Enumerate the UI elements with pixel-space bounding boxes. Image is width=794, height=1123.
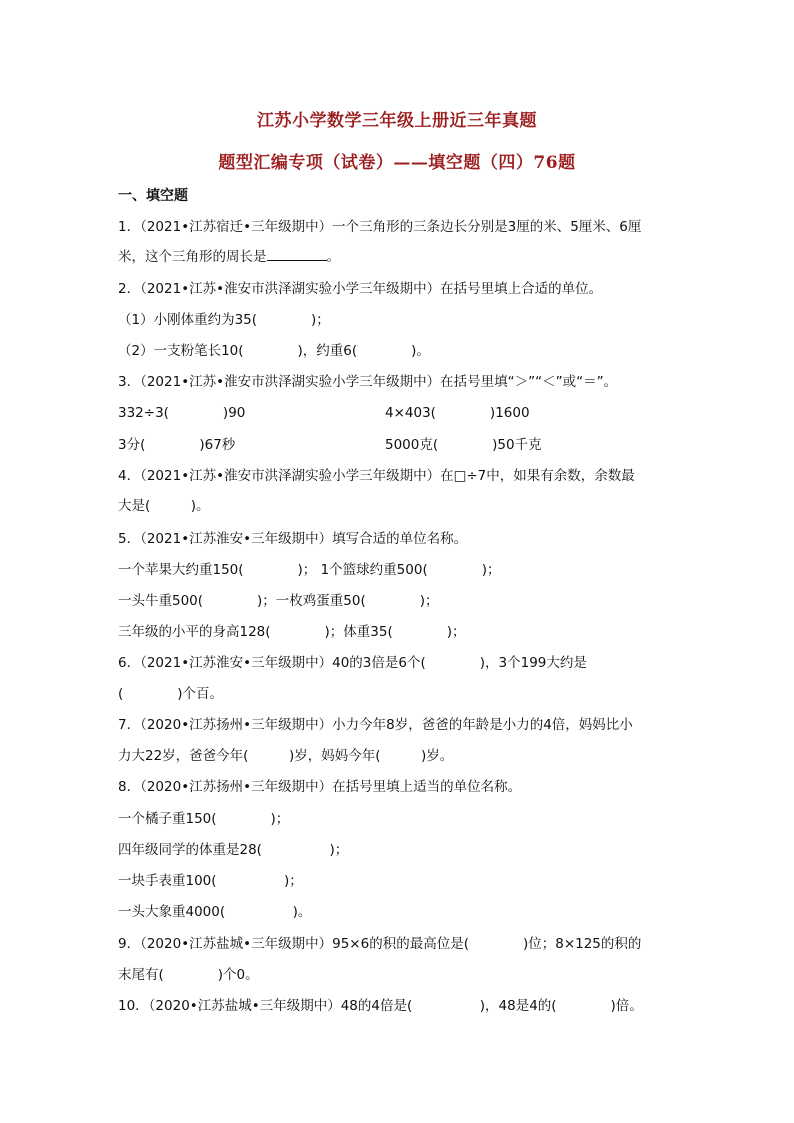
question-9-line-1: 9．（2020•江苏盐城•三年级期中）95×6的积的最高位是( )位；8×125的积的 xyxy=(118,936,642,952)
question-1-line-2 xyxy=(118,248,340,266)
question-5-line-3: 三年级的小平的身高128( )；体重35( )； xyxy=(118,624,466,640)
question-3-item-d: 5000克( )50千克 xyxy=(385,437,542,453)
question-4-line-1: 4．（2021•江苏•淮安市洪泽湖实验小学三年级期中）在□÷7中，如果有余数，余数最 xyxy=(118,468,635,484)
question-9-line-2: 末尾有( )个0。 xyxy=(118,967,259,983)
question-8-line-2: 四年级同学的体重是28( )； xyxy=(118,842,349,858)
section-heading: 一、填空题 xyxy=(118,188,188,204)
question-5-line-1: 一个苹果大约重150( )； 1个篮球约重500( )； xyxy=(118,562,501,578)
question-5-line-2: 一头牛重500( )；一枚鸡蛋重50( )； xyxy=(118,593,439,609)
question-8-line-1: 一个橘子重150( )； xyxy=(118,811,290,827)
question-7-line-1: 7．（2020•江苏扬州•三年级期中）小力今年8岁，爸爸的年龄是小力的4倍，妈妈比小 xyxy=(118,717,633,733)
answer-blank[interactable] xyxy=(267,248,327,261)
document-title: 江苏小学数学三年级上册近三年真题 xyxy=(257,111,537,131)
question-10: 10．（2020•江苏盐城•三年级期中）48的4倍是( )，48是4的( )倍。 xyxy=(118,998,643,1014)
question-8-line-3: 一块手表重100( )； xyxy=(118,873,303,889)
question-2-part-1: （1）小刚体重约为35( )； xyxy=(118,312,330,328)
question-2: 2．（2021•江苏•淮安市洪泽湖实验小学三年级期中）在括号里填上合适的单位。 xyxy=(118,281,603,297)
question-6-line-1: 6．（2021•江苏淮安•三年级期中）40的3倍是6个( )，3个199大约是 xyxy=(118,655,587,671)
document-subtitle: 题型汇编专项（试卷）——填空题（四）76题 xyxy=(218,153,576,173)
question-1-line-1: 1．（2021•江苏宿迁•三年级期中）一个三角形的三条边长分别是3厘的米、5厘米、6厘 xyxy=(118,219,642,235)
question-8-line-4: 一头大象重4000( )。 xyxy=(118,904,312,920)
question-2-part-2: （2）一支粉笔长10( )，约重6( )。 xyxy=(118,343,430,359)
question-4-line-2: 大是( )。 xyxy=(118,498,210,514)
question-3-item-a: 332÷3( )90 xyxy=(118,405,246,421)
question-8: 8．（2020•江苏扬州•三年级期中）在括号里填上适当的单位名称。 xyxy=(118,779,522,795)
question-3-item-c: 3分( )67秒 xyxy=(118,437,236,453)
question-1-text: 米，这个三角形的周长是 xyxy=(118,249,267,265)
question-6-line-2: ( )个百。 xyxy=(118,686,224,702)
question-3: 3．（2021•江苏•淮安市洪泽湖实验小学三年级期中）在括号里填“＞”“＜”或“＝”。 xyxy=(118,374,618,390)
question-1-end: 。 xyxy=(326,249,340,265)
question-7-line-2: 力大22岁，爸爸今年( )岁，妈妈今年( )岁。 xyxy=(118,748,454,764)
question-3-item-b: 4×403( )1600 xyxy=(385,405,530,421)
question-5: 5．（2021•江苏淮安•三年级期中）填写合适的单位名称。 xyxy=(118,531,468,547)
